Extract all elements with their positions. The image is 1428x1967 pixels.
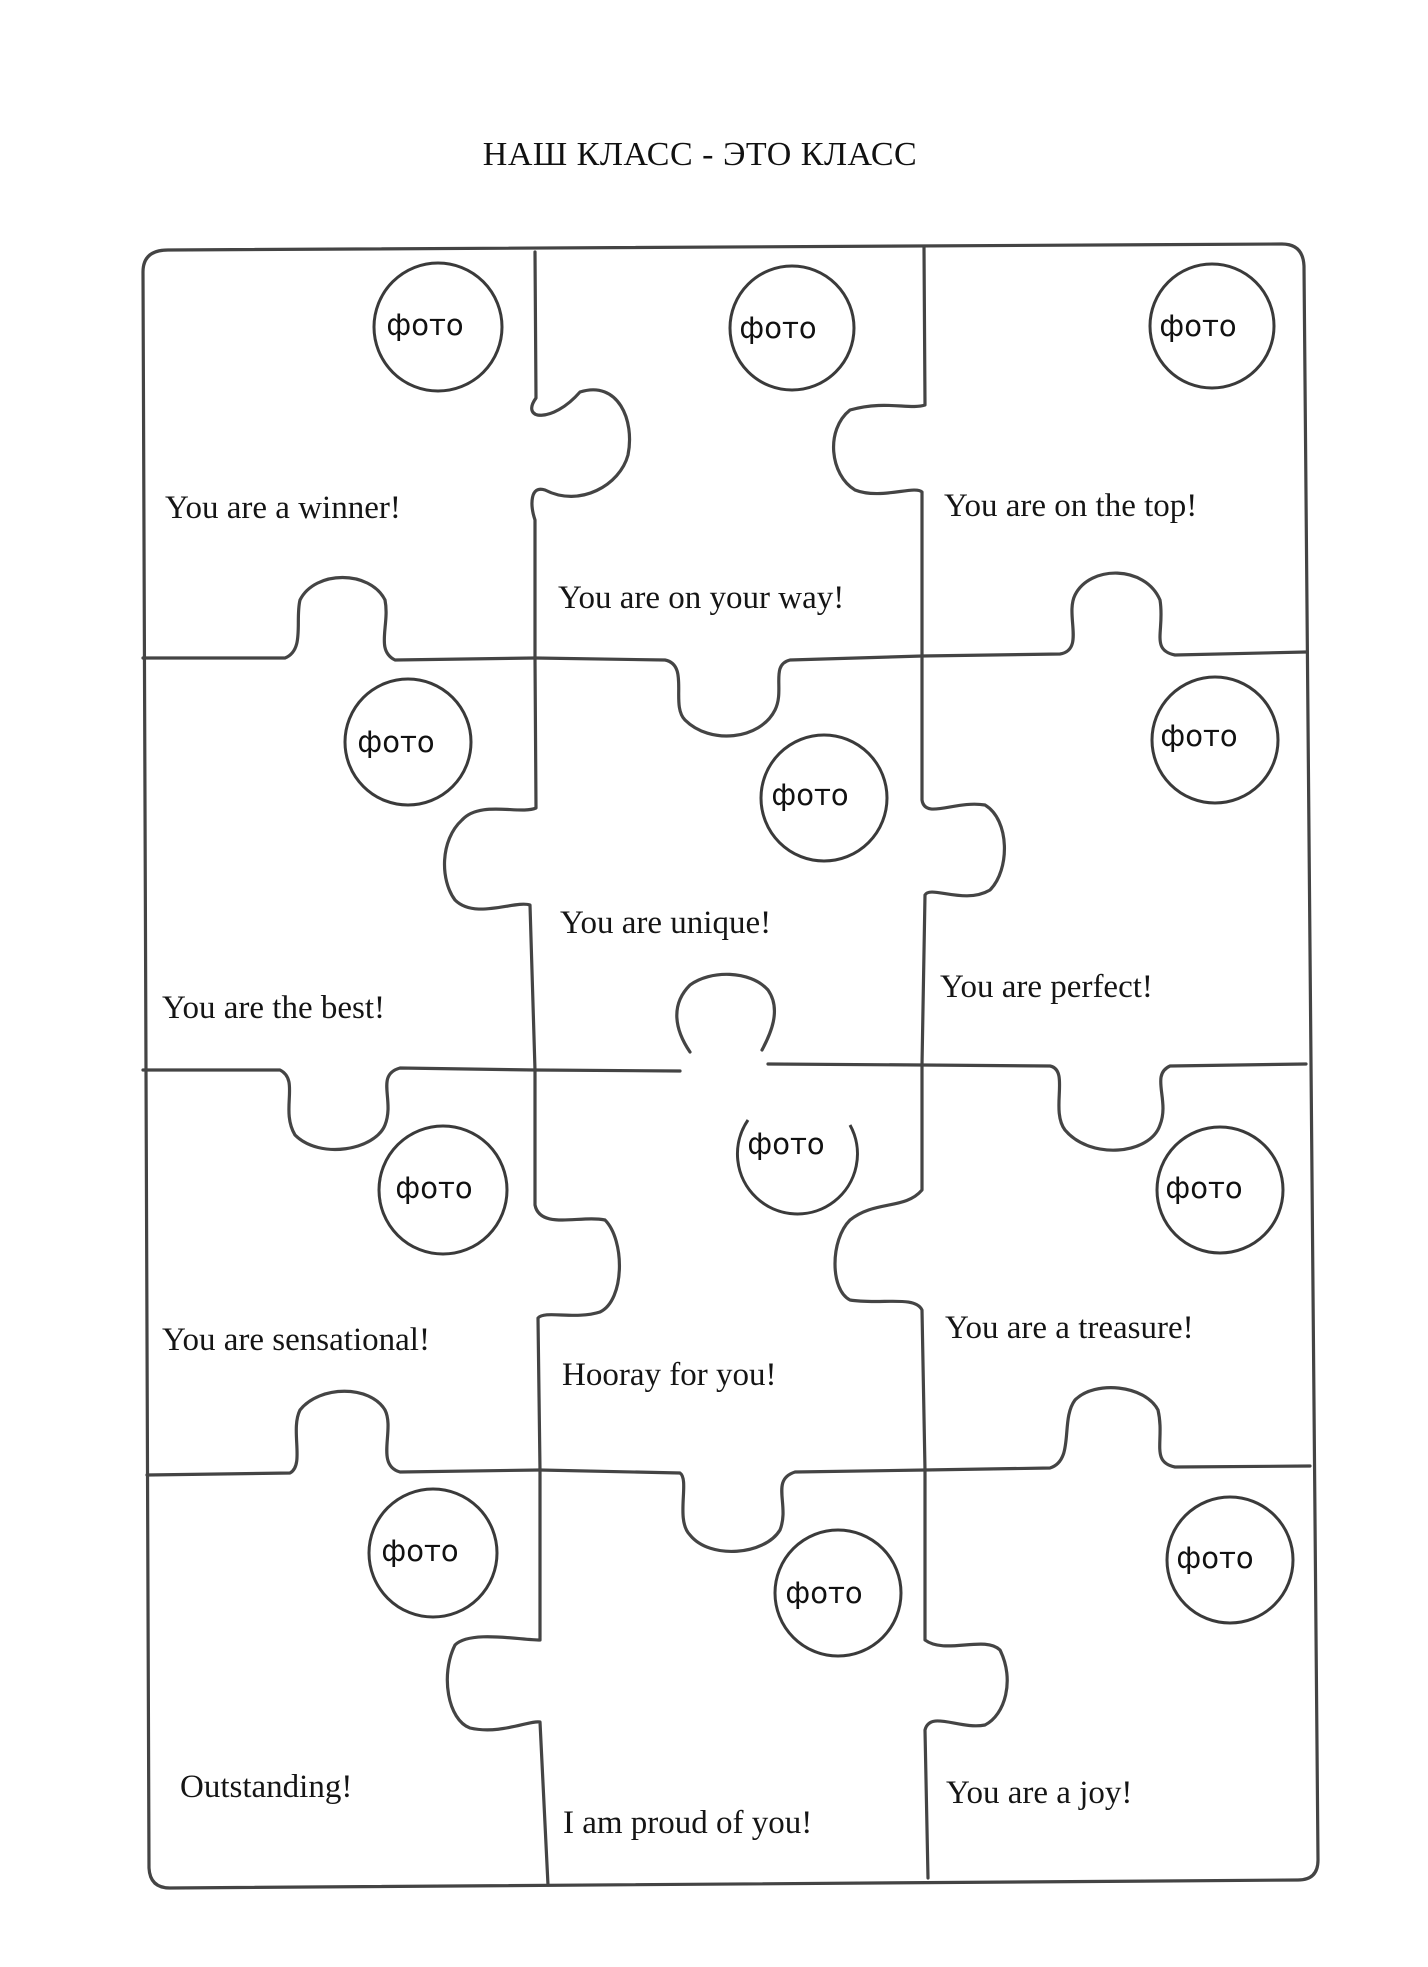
photo-label: фото — [1165, 1171, 1243, 1205]
photo-label: фото — [785, 1576, 863, 1610]
piece-message-5: You are unique! — [560, 905, 772, 941]
piece-message-7: You are sensational! — [162, 1322, 430, 1358]
piece-message-11: I am proud of you! — [563, 1805, 813, 1841]
photo-label: фото — [381, 1534, 459, 1568]
piece-message-9: You are a treasure! — [945, 1310, 1194, 1346]
piece-message-12: You are a joy! — [946, 1775, 1133, 1811]
photo-label: фото — [1176, 1541, 1254, 1575]
piece-message-10: Outstanding! — [180, 1769, 353, 1805]
photo-circle-8 — [737, 1120, 857, 1214]
piece-message-2: You are on your way! — [558, 580, 845, 616]
photo-label: фото — [1159, 309, 1237, 343]
piece-message-3: You are on the top! — [944, 488, 1198, 524]
photo-label: фото — [739, 311, 817, 345]
photo-label: фото — [771, 778, 849, 812]
photo-label: фото — [357, 725, 435, 759]
piece-message-8: Hooray for you! — [562, 1357, 777, 1393]
piece-message-6: You are perfect! — [940, 969, 1153, 1005]
photo-label: фото — [1160, 719, 1238, 753]
photo-label: фото — [747, 1127, 825, 1161]
photo-circle-10 — [369, 1489, 497, 1617]
photo-label: фото — [395, 1171, 473, 1205]
photo-circle-12 — [1167, 1497, 1293, 1623]
photo-circle-6 — [1152, 677, 1278, 803]
piece-message-1: You are a winner! — [165, 490, 401, 526]
page-title: НАШ КЛАСС - ЭТО КЛАСС — [482, 136, 918, 173]
photo-circle-1 — [374, 263, 502, 391]
photo-circle-11 — [775, 1530, 901, 1656]
photo-circle-7 — [379, 1126, 507, 1254]
photo-circle-2 — [730, 266, 854, 390]
photo-circle-9 — [1157, 1127, 1283, 1253]
photo-label: фото — [386, 308, 464, 342]
photo-circle-4 — [345, 679, 471, 805]
photo-circle-3 — [1150, 264, 1274, 388]
piece-message-4: You are the best! — [162, 990, 386, 1026]
photo-circle-5 — [761, 735, 887, 861]
